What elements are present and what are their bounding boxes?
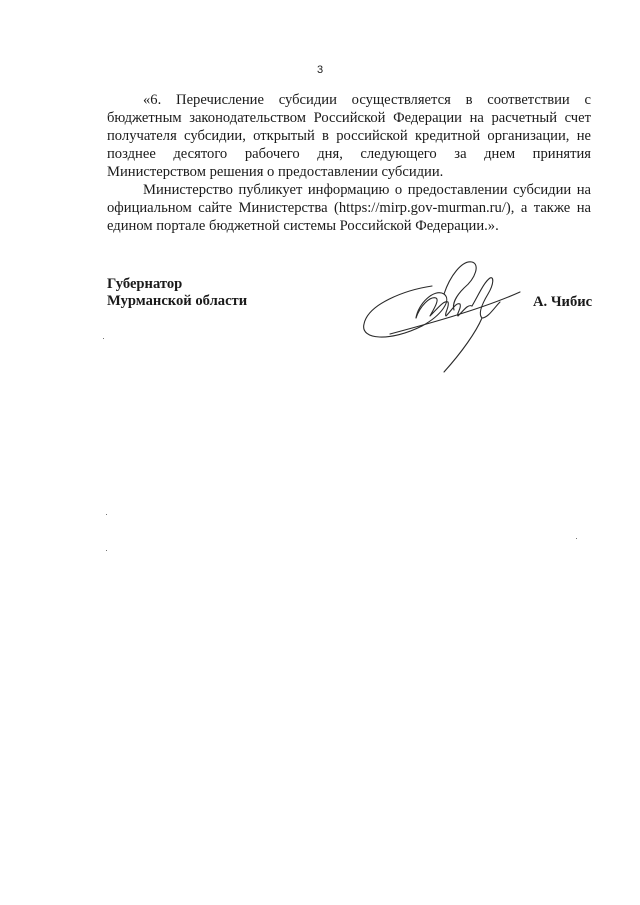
document-body — [107, 91, 591, 235]
scan-speck — [106, 550, 107, 551]
scan-speck — [576, 538, 577, 539]
handwritten-signature — [360, 252, 530, 377]
scan-speck — [106, 514, 107, 515]
page-number: 3 — [316, 64, 324, 76]
signatory-title — [107, 276, 247, 310]
signatory-position-line1: Губернатор — [107, 276, 183, 292]
paragraph-2: Министерство публикует информацию о предоставлении субсидии на официальном сайте Министерства (https://mirp.gov-murman.ru/), а также на едином портале бюджетной системы Российской Федерации.». — [107, 182, 591, 234]
signatory-position-line2: Мурманской области — [107, 293, 248, 309]
signatory-name: А. Чибис — [533, 294, 593, 310]
scan-speck — [103, 338, 104, 339]
paragraph-1: «6. Перечисление субсидии осуществляется в соответствии с бюджетным законодательством Российской Федерации на расчетный счет получателя субсидии, открытый в российской кредитной организации, не позднее десятого рабочего дня, следующего за днем принятия Министерством решения о предоставлении субсидии. — [107, 92, 591, 180]
